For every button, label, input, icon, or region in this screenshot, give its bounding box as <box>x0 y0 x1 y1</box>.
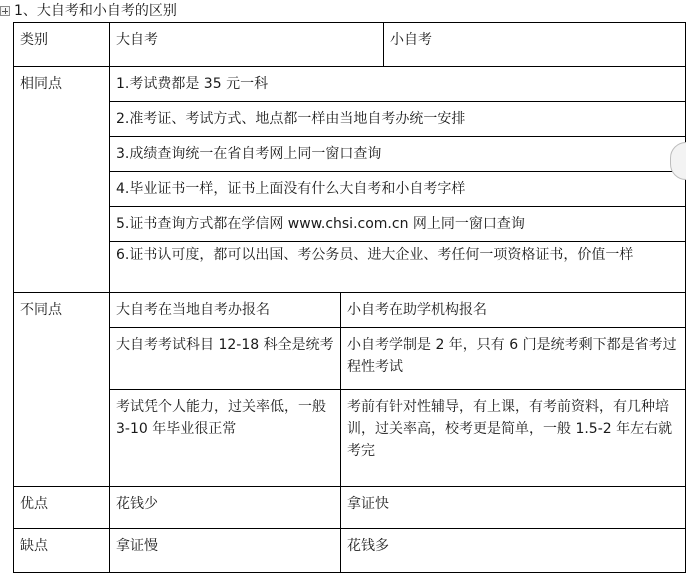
section-heading: 1、大自考和小自考的区别 <box>14 3 177 19</box>
table-row <box>14 328 686 390</box>
table-row <box>14 172 686 207</box>
same-label-cell: 相同点 <box>14 67 110 293</box>
header-small-cell: 小自考 <box>384 23 686 67</box>
comparison-table <box>13 22 686 573</box>
header-big-cell: 大自考 <box>110 23 384 67</box>
diff-small-cell: 小自考在助学机构报名 <box>341 293 686 328</box>
table-row <box>14 67 686 102</box>
diff-label-cell: 不同点 <box>14 293 110 487</box>
diff-big-cell: 大自考考试科目 12-18 科全是统考 <box>110 328 341 390</box>
same-item-cell: 4.毕业证书一样，证书上面没有什么大自考和小自考字样 <box>110 172 686 207</box>
table-row <box>14 390 686 487</box>
diff-big-cell: 考试凭个人能力，过关率低，一般 3-10 年毕业很正常 <box>110 390 341 487</box>
table-row <box>14 293 686 328</box>
table-row <box>14 23 686 67</box>
pros-big-cell: 花钱少 <box>110 487 341 529</box>
same-item-cell: 1.考试费都是 35 元一科 <box>110 67 686 102</box>
table-row <box>14 487 686 529</box>
cons-big-cell: 拿证慢 <box>110 529 341 573</box>
cons-label-cell: 缺点 <box>14 529 110 573</box>
table-row <box>14 102 686 137</box>
table-row <box>14 207 686 242</box>
table-anchor-icon[interactable] <box>0 6 10 16</box>
header-category-cell: 类别 <box>14 23 110 67</box>
same-item-cell: 2.准考证、考试方式、地点都一样由当地自考办统一安排 <box>110 102 686 137</box>
same-item-cell: 6.证书认可度，都可以出国、考公务员、进大企业、考任何一项资格证书，价值一样 <box>110 242 686 293</box>
pros-label-cell: 优点 <box>14 487 110 529</box>
table-row <box>14 242 686 293</box>
same-item-cell: 3.成绩查询统一在省自考网上同一窗口查询 <box>110 137 686 172</box>
cons-small-cell: 花钱多 <box>341 529 686 573</box>
same-item-cell: 5.证书查询方式都在学信网 www.chsi.com.cn 网上同一窗口查询 <box>110 207 686 242</box>
pros-small-cell: 拿证快 <box>341 487 686 529</box>
diff-small-cell: 小自考学制是 2 年，只有 6 门是统考剩下都是省考过程性考试 <box>341 328 686 390</box>
diff-big-cell: 大自考在当地自考办报名 <box>110 293 341 328</box>
diff-small-cell: 考前有针对性辅导，有上课，有考前资料，有几种培训，过关率高，校考更是简单，一般 1.5-2 年左右就考完 <box>341 390 686 487</box>
table-row <box>14 529 686 573</box>
table-row <box>14 137 686 172</box>
